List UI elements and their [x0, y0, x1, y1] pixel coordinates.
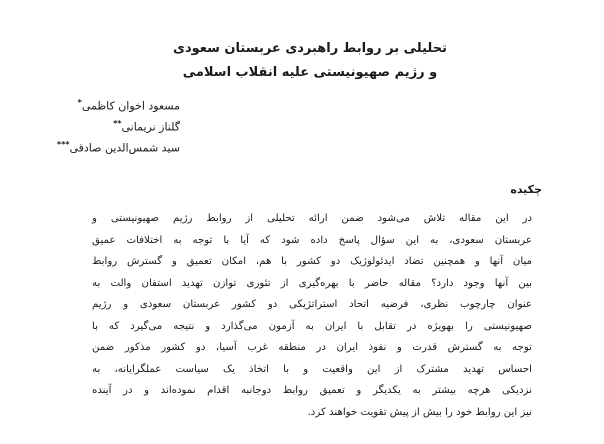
abstract-body	[92, 212, 532, 427]
paper-title-line-1: تحلیلی بر روابط راهبردی عربستان سعودی	[173, 41, 447, 56]
abstract-line: عربستان سعودی، به این سؤال پاسخ داده شود که آیا با توجه به اختلافات عمیق	[92, 234, 532, 246]
abstract-line: عنوان چارچوب نظری، فرضیه اتحاد استراتژیکی دو کشور عربستان سعودی و رژیم	[92, 299, 532, 310]
abstract-line: صهیونیستی را بهویژه در تقابل با ایران به آزمون می‌گذارد و نتیجه می‌گیرد که با	[92, 320, 532, 332]
abstract-line: میان آنها و همچنین تضاد ایدئولوژیک دو کشور با هم، امکان تعمیق و گسترش روابط	[92, 256, 532, 267]
author-2	[113, 117, 180, 135]
author-name: مسعود اخوان کاظمی	[81, 99, 180, 113]
paper-title-line-2: و رژیم صهیونیستی علیه انقلاب اسلامی	[182, 65, 438, 80]
abstract-line: بین آنها وجود دارد؟ مقاله حاضر با بهره‌گیری از تئوری توازن تهدید استفان والت به	[92, 277, 532, 289]
author-footnote-mark: **	[113, 119, 122, 128]
abstract-heading: چکیده	[510, 183, 542, 196]
author-3	[57, 138, 180, 156]
author-name: گلناز نریمانی	[121, 120, 180, 134]
author-footnote-mark: *	[77, 98, 82, 107]
abstract-line: توجه به گسترش قدرت و نفوذ ایران در منطقه غرب آسیا، دو کشور مذکور ضمن	[92, 342, 532, 353]
author-name: سید شمس‌الدین صادقی	[69, 141, 180, 155]
author-1	[78, 96, 180, 114]
abstract-line: در این مقاله تلاش می‌شود ضمن ارائه تحلیلی از روابط رژیم صهیونیستی و	[92, 213, 532, 224]
author-footnote-mark: ***	[56, 140, 70, 149]
abstract-line: نیز این روابط خود را بیش از پیش تقویت خواهند کرد.	[307, 406, 532, 418]
abstract-line: احساس تهدید مشترک از این واقعیت و با اتخاذ یک سیاست عملگرایانه، به	[92, 363, 532, 375]
abstract-line: نزدیکی هرچه بیشتر به یکدیگر و تعمیق روابط دوجانبه اقدام نموده‌اند و در آینده	[92, 385, 532, 396]
